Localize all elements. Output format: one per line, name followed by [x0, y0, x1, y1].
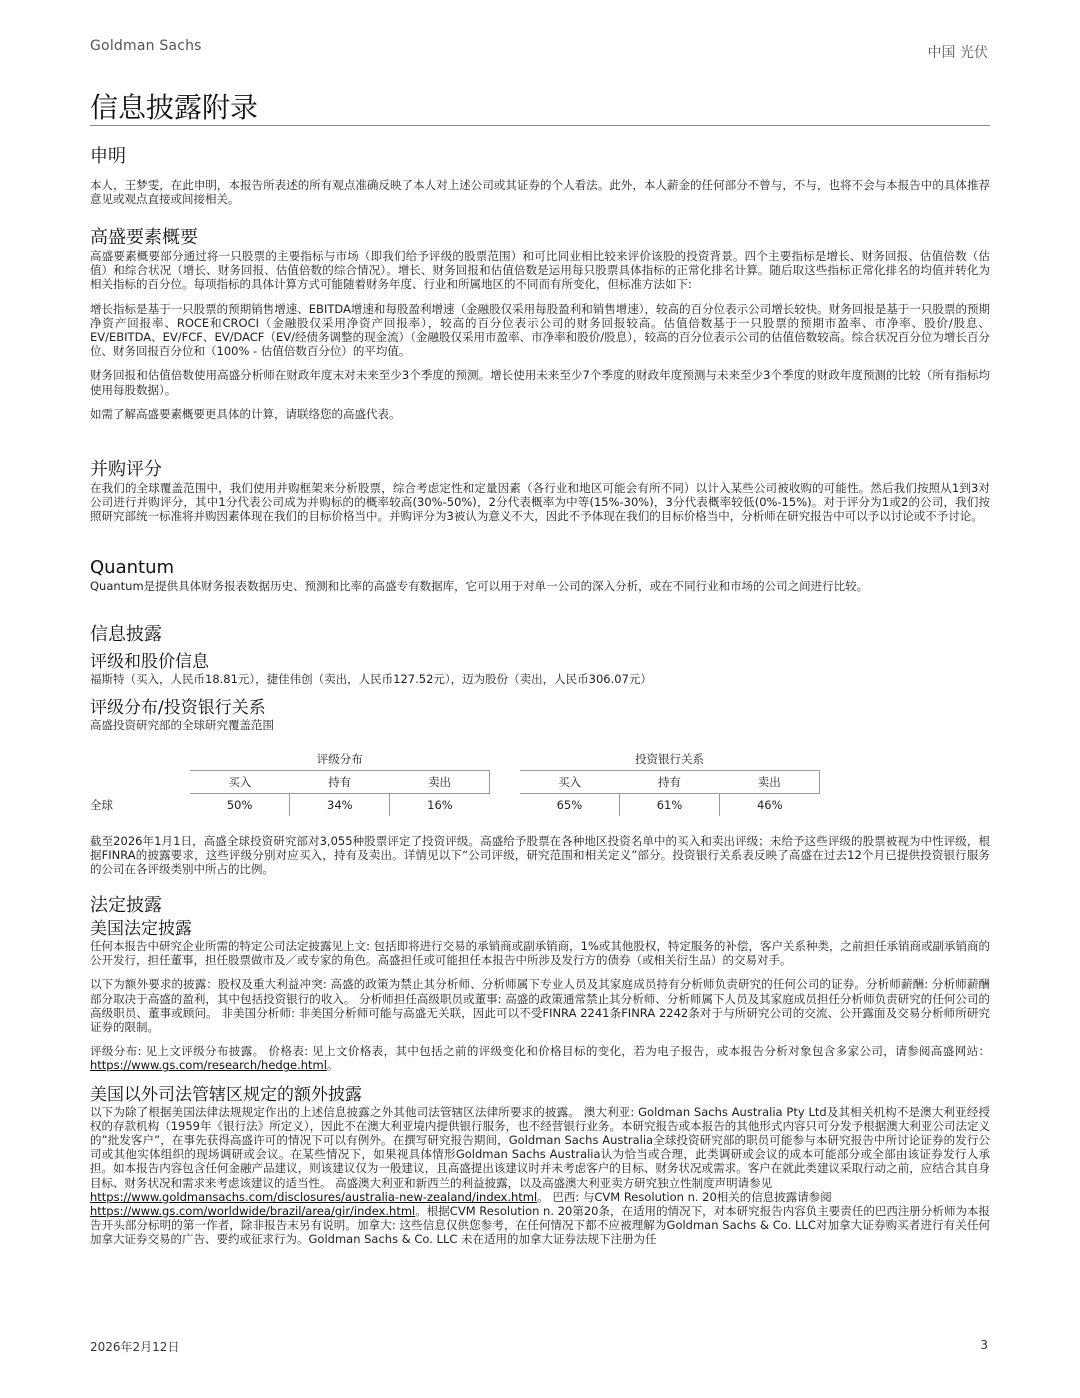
us-legal-p1: 任何本报告中研究企业所需的特定公司法定披露见上文: 包括即将进行交易的承销商或副承销商，1%或其他股权，特定服务的补偿，客户关系种类，之前担任承销商或副承销商的公开发行，担任董事，担任股票做市及／或专家的角色。高盛担任或可能担任本报告中所涉及发行方的债券（或相关衍生品）的交易对手。	[90, 939, 990, 968]
mna-text: 在我们的全球覆盖范围中，我们使用并购框架来分析股票，综合考虑定性和定量因素（各行业和地区可能会有所不同）以计入某些公司被收购的可能性。然后我们按照从1到3对公司进行并购评分，其中1分代表公司成为并购标的的概率较高(30%-50%)，2分代表概率为中等(15%-30%)，3分代表概率较低(0%-15%)。对于评分为1或2的公司，我们按照研究部统一标准将并购因素体现在我们的目标价格当中。并购评分为3被认为意义不大，因此不予体现在我们的目标价格当中，分析师在研究报告中可以予以讨论或不予讨论。	[90, 481, 990, 524]
page-number: 3	[980, 1338, 988, 1352]
quantum-section	[90, 557, 990, 593]
australia-disclosure-link[interactable]: https://www.goldmansachs.com/disclosures/australia-new-zealand/index.html	[90, 1189, 538, 1204]
nonus-text-c: 。根据CVM Resolution n. 20第20条，在适用的情况下，对本研究报告内容负主要责任的巴西注册分析师为本报告开头部分标明的第一作者，除非报告末另有说明。加拿大: 这些信息仅供您参考，在任何情况下都不应被理解为Goldman Sachs & Co. LLC对加拿大证券购买者进行有关任何加拿大证券交易的广告、要约或征求行为。Goldman Sachs & Co. LLC 未在适用的加拿大证券法规下注册为任	[90, 1204, 990, 1247]
legal-section	[90, 895, 990, 1247]
factor-heading: 高盛要素概要	[90, 227, 198, 248]
mna-section	[90, 459, 990, 524]
col-buy: 买入	[190, 771, 290, 794]
statement-heading: 申明	[90, 146, 126, 167]
quantum-text: Quantum是提供具体财务报表数据历史、预测和比率的高盛专有数据库，它可以用于对单一公司的深入分析，或在不同行业和市场的公司之间进行比较。	[90, 579, 869, 593]
table-row	[90, 794, 820, 817]
disclosure-heading: 信息披露	[90, 624, 162, 645]
factor-p4: 如需了解高盛要素概要更具体的计算，请联络您的高盛代表。	[90, 406, 401, 421]
dist-heading: 评级分布/投资银行关系	[90, 698, 266, 719]
us-legal-p2: 以下为额外要求的披露：股权及重大利益冲突: 高盛的政策为禁止其分析师、分析师属下专业人员及其家庭成员持有分析师负责研究的任何公司的证券。分析师薪酬: 分析师薪酬部分取决于高盛的盈利，其中包括投资银行的收入。 分析师担任高级职员或董事: 高盛的政策通常禁止其分析师、分析师属下人员及其家庭成员担任分析师负责研究的任何公司的高级职员、董事或顾问。 非美国分析师: 非美国分析师可能与高盛无关联，因此可以不受FINRA 2241条FINRA 2242条对于与所研究公司的交流、公开露面及交易分析师所研究证券的限制。	[90, 977, 990, 1035]
brazil-disclosure-link[interactable]: https://www.gs.com/worldwide/brazil/area/gir/index.html	[90, 1204, 416, 1219]
header-region: 中国 光伏	[927, 45, 988, 61]
col-sell: 卖出	[390, 771, 490, 794]
footer-date: 2026年2月12日	[90, 1340, 180, 1354]
factor-p1: 高盛要素概要部分通过将一只股票的主要指标与市场（即我们给予评级的股票范围）和可比同业相比较来评价该股的投资背景。四个主要指标是增长、财务回报、估值倍数（估值）和综合状况（增长、财务回报、估值倍数的综合情况）。增长、财务回报和估值倍数是运用每只股票具体指标的正常化排名计算。随后取这些指标正常化排名的均值并转化为相关指标的百分位。每项指标的具体计算方式可能随着财务年度、行业和所属地区的不同而有所变化，但标准方法如下:	[90, 249, 990, 292]
page-title: 信息披露附录	[90, 91, 259, 124]
col-ib-hold: 持有	[620, 771, 720, 794]
cell-rating-sell: 16%	[427, 798, 453, 812]
nonus-text	[90, 1105, 990, 1247]
cell-ib-sell: 46%	[756, 798, 783, 812]
factor-p2: 增长指标是基于一只股票的预期销售增速、EBITDA增速和每股盈利增速（金融股仅采用每股盈利和销售增速），较高的百分位表示公司增长较快。财务回报是基于一只股票的预期净资产回报率、ROCE和CROCI（金融股仅采用净资产回报率），较高的百分位表示公司的财务回报较高。估值倍数基于一只股票的预期市盈率、市净率、股价/股息、EV/EBITDA、EV/FCF、EV/DACF（EV/经债务调整的现金流）（金融股仅采用市盈率、市净率和股价/股息），较高的百分位表示公司的估值倍数较高。综合状况百分位为增长百分位、财务回报百分位和（100% - 估值倍数百分位）的平均值。	[90, 301, 990, 359]
factor-p3: 财务回报和估值倍数使用高盛分析师在财政年度末对未来至少3个季度的预测。增长使用未来至少7个季度的财政年度预测与未来至少3个季度的财政年度预测的比较（所有指标均使用每股数据）。	[90, 368, 990, 397]
cell-ib-buy: 65%	[520, 794, 620, 817]
us-legal-heading: 美国法定披露	[90, 919, 192, 939]
nonus-text-b: 。 巴西: 与CVM Resolution n. 20相关的信息披露请参阅	[537, 1189, 832, 1204]
row-label: 全球	[90, 797, 113, 812]
statement-text: 本人，王梦雯，在此申明，本报告所表述的所有观点准确反映了本人对上述公司或其证券的个人看法。此外，本人薪金的任何部分不曾与，不与，也将不会与本报告中的具体推荐意见或观点直接或间接相关。	[90, 178, 990, 207]
rating-heading: 评级和股价信息	[90, 652, 209, 672]
us-legal-p3-end: 。	[326, 1058, 339, 1073]
hedge-link[interactable]: https://www.gs.com/research/hedge.html	[90, 1058, 327, 1073]
title-divider	[90, 125, 990, 126]
cell-ib-hold: 61%	[620, 794, 720, 817]
statement-section	[90, 146, 990, 206]
dist-subheading: 高盛投资研究部的全球研究覆盖范围	[90, 718, 274, 733]
nonus-text-a: 以下为除了根据美国法律法规规定作出的上述信息披露之外其他司法管辖区法律所要求的披露。 澳大利亚: Goldman Sachs Australia Pty Ltd及其相关机构不是澳大利亚经授权的存款机构（1959年《银行法》所定义），因此不在澳大利亚境内提供银行服务，也不经营银行业务。本研究报告或本报告的其他形式内容只可分发予根据澳大利亚公司法定义的”批发客户”，在事先获得高盛许可的情况下可以有例外。在撰写研究报告期间，Goldman Sachs Australia全球投资研究部的职员可能参与本研究报告中所讨论证券的发行公司或其他实体组织的现场调研或会议。在某些情况下，如果视具体情形Goldman Sachs Australia认为恰当或合理，此类调研或会议的成本可能部分或全部由该证券发行人承担。如本报告内容包含任何金融产品建议，则该建议仅为一般建议，且高盛提出该建议时并未考虑客户的目标、财务状况或需求。客户在就此类建议采取行动之前，应结合其自身目标、财务状况和需求来考虑该建议的适当性。 高盛澳大利亚和新西兰的利益披露，以及高盛澳大利亚卖方研究独立性制度声明请参见	[90, 1104, 990, 1190]
col-hold: 持有	[290, 771, 390, 794]
us-legal-p3	[90, 1044, 990, 1072]
mna-heading: 并购评分	[90, 459, 162, 480]
disclosure-section	[90, 624, 990, 732]
table-group-ib: 投资银行关系	[520, 748, 820, 771]
cell-rating-hold: 34%	[290, 794, 390, 817]
distribution-note	[90, 834, 990, 877]
factor-section	[90, 227, 990, 421]
col-ib-sell: 卖出	[719, 771, 819, 794]
quantum-heading: Quantum	[90, 557, 175, 578]
distribution-table	[90, 748, 820, 816]
col-ib-buy: 买入	[520, 771, 620, 794]
dist-note-text: 截至2026年1月1日，高盛全球投资研究部对3,055种股票评定了投资评级。高盛给予股票在各种地区投资名单中的买入和卖出评级；未给予这些评级的股票被视为中性评级，根据FINRA的披露要求，这些评级分别对应买入，持有及卖出。详情见以下“公司评级，研究范围和相关定义”部分。投资银行关系表反映了高盛在过去12个月已提供投资银行服务的公司在各评级类别中所占的比例。	[90, 834, 990, 877]
rating-text: 福斯特（买入，人民币18.81元），捷佳伟创（卖出，人民币127.52元），迈为股份（卖出，人民币306.07元）	[90, 672, 652, 686]
table-group-rating: 评级分布	[190, 748, 490, 771]
cell-rating-buy: 50%	[190, 794, 290, 817]
brand-logo-text: Goldman Sachs	[90, 38, 202, 54]
legal-heading: 法定披露	[90, 895, 162, 916]
us-legal-p3-text: 评级分布: 见上文评级分布披露。 价格表: 见上文价格表，其中包括之前的评级变化和价格目标的变化，若为电子报告，或本报告分析对象包含多家公司，请参阅高盛网站：	[90, 1044, 990, 1059]
nonus-heading: 美国以外司法管辖区规定的额外披露	[90, 1084, 362, 1105]
